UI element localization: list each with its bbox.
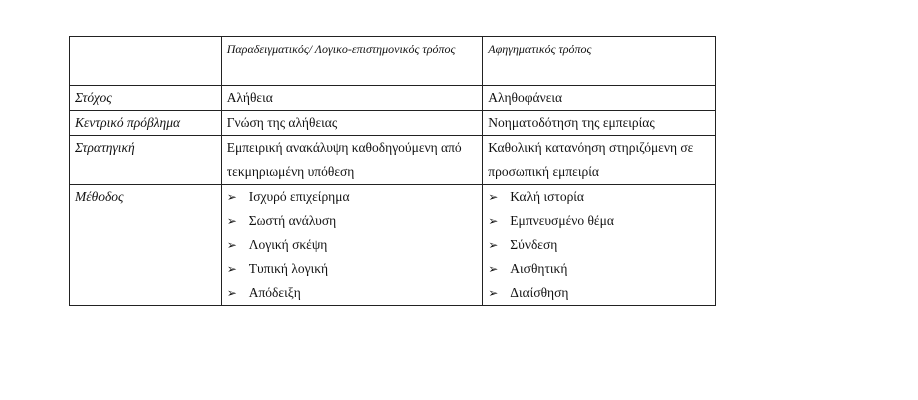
arrow-bullet-icon: ➢: [226, 190, 237, 204]
table-cell: Γνώση της αλήθειας: [221, 111, 483, 136]
row-label-method: Μέθοδος: [70, 185, 222, 306]
list-item: ➢ Διαίσθηση: [488, 281, 710, 305]
arrow-bullet-icon: ➢: [226, 214, 237, 228]
bullet-list: [227, 185, 478, 305]
table-row: [70, 86, 716, 111]
row-label-central-problem: Κεντρικό πρόβλημα: [70, 111, 222, 136]
table-cell: Νοηματοδότηση της εμπειρίας: [483, 111, 716, 136]
list-item: ➢ Σωστή ανάλυση: [227, 209, 478, 233]
header-row: [70, 37, 716, 86]
bullet-list: [488, 185, 710, 305]
arrow-bullet-icon: ➢: [226, 262, 237, 276]
row-label-strategy: Στρατηγική: [70, 136, 222, 185]
header-narrative: Αφηγηματικός τρόπος: [488, 42, 592, 56]
method-row: [70, 185, 716, 306]
table-row: [70, 111, 716, 136]
arrow-bullet-icon: ➢: [226, 238, 237, 252]
table-cell: Καθολική κατανόηση στηριζόμενη σε προσωπική εμπειρία: [483, 136, 716, 185]
arrow-bullet-icon: ➢: [488, 238, 499, 252]
table-cell: Εμπειρική ανακάλυψη καθοδηγούμενη από τεκμηριωμένη υπόθεση: [221, 136, 483, 185]
method-cell-narrative: [483, 185, 716, 306]
method-cell-paradigmatic: [221, 185, 483, 306]
arrow-bullet-icon: ➢: [488, 214, 499, 228]
comparison-table: [69, 36, 716, 306]
list-item: ➢ Ισχυρό επιχείρημα: [227, 185, 478, 209]
table-cell: Αληθοφάνεια: [483, 86, 716, 111]
arrow-bullet-icon: ➢: [488, 262, 499, 276]
row-label-goal: Στόχος: [70, 86, 222, 111]
list-item: ➢ Τυπική λογική: [227, 257, 478, 281]
list-item: ➢ Αισθητική: [488, 257, 710, 281]
list-item: ➢ Σύνδεση: [488, 233, 710, 257]
table-row: [70, 136, 716, 185]
header-cell-narrative: [483, 37, 716, 86]
arrow-bullet-icon: ➢: [488, 286, 499, 300]
list-item: ➢ Λογική σκέψη: [227, 233, 478, 257]
list-item: ➢ Απόδειξη: [227, 281, 478, 305]
table-cell: Αλήθεια: [221, 86, 483, 111]
list-item: ➢ Καλή ιστορία: [488, 185, 710, 209]
header-cell-paradigmatic: [221, 37, 483, 86]
arrow-bullet-icon: ➢: [488, 190, 499, 204]
header-cell-empty: [70, 37, 222, 86]
list-item: ➢ Εμπνευσμένο θέμα: [488, 209, 710, 233]
header-paradigmatic: Παραδειγματικός/ Λογικο-επιστημονικός τρόπος: [226, 42, 456, 56]
arrow-bullet-icon: ➢: [226, 286, 237, 300]
